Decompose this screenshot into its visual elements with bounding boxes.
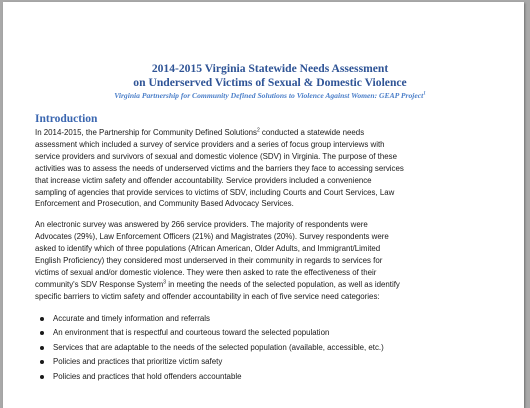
document-page [3, 2, 524, 408]
list-item [35, 370, 505, 385]
list-item [35, 341, 505, 356]
list-item-text: Policies and practices that hold offenders accountable [53, 372, 242, 382]
list-item-text: Services that are adaptable to the needs of the selected population (available, accessible, etc.) [53, 342, 384, 352]
paragraph-intro [35, 127, 505, 210]
document-title [35, 62, 505, 90]
title-line-1: 2014-2015 Virginia Statewide Needs Assessment [151, 62, 389, 75]
list-item-text: An environment that is respectful and courteous toward the selected population [53, 328, 330, 338]
paragraph-intro-part-2: conducted a statewide needs assessment which included a survey of service providers and a series of focus group interviews with service providers and survivors of sexual and domestic violence (SDV) in Virginia. The purpose of these activities was to assess the needs of underserved victims and the barriers they face to accessing services that increase victim safety and offender accountability. Service providers included a convenience sampling of agencies that provide services to victims of SDV, including Courts and Court Services, Law Enforcement and Prosecution, and Community Based Advocacy Services. [35, 128, 404, 209]
document-subtitle [35, 91, 505, 101]
title-line-2: on Underserved Victims of Sexual & Domestic Violence [133, 76, 407, 89]
footnote-mark-2: 2 [256, 127, 260, 134]
footnote-mark-3: 3 [163, 279, 167, 286]
paragraph-intro-part-1: In 2014-2015, the Partnership for Community Defined Solutions [35, 128, 257, 137]
paragraph-survey [35, 219, 505, 302]
bullet-icon [40, 375, 44, 379]
bullet-icon [40, 317, 44, 321]
bullet-icon [40, 331, 44, 335]
paragraph-survey-part-1: An electronic survey was answered by 266 service providers. The majority of respondents were Advocates (29%), Law Enforcement Officers (21%) and Magistrates (20%). Survey respondents were asked to identify which of three populations (African American, Older Adults, and Immigrant/Limited English Proficiency) they considered most underserved in their community in regards to services for victims of sexual and/or domestic violence. They were then asked to rate the effectiveness of their community's SDV Response System [35, 220, 389, 289]
bullet-icon [40, 360, 44, 364]
list-item [35, 355, 505, 370]
list-item [35, 326, 505, 341]
bullet-icon [40, 346, 44, 350]
subtitle-footnote-mark: 1 [423, 91, 426, 97]
list-item-text: Policies and practices that prioritize victim safety [53, 357, 223, 367]
section-heading-introduction: Introduction [35, 113, 98, 125]
paragraph-survey-part-2: in meeting the needs of the selected population, as well as identify specific barriers to victim safety and offender accountability in each of five service need categories: [35, 279, 400, 301]
list-item-text: Accurate and timely information and referrals [53, 313, 211, 323]
document-content [35, 62, 505, 385]
service-need-categories-list [35, 312, 505, 385]
subtitle-text: Virginia Partnership for Community Defined Solutions to Violence Against Women: GEAP Project [114, 91, 424, 100]
list-item [35, 312, 505, 327]
